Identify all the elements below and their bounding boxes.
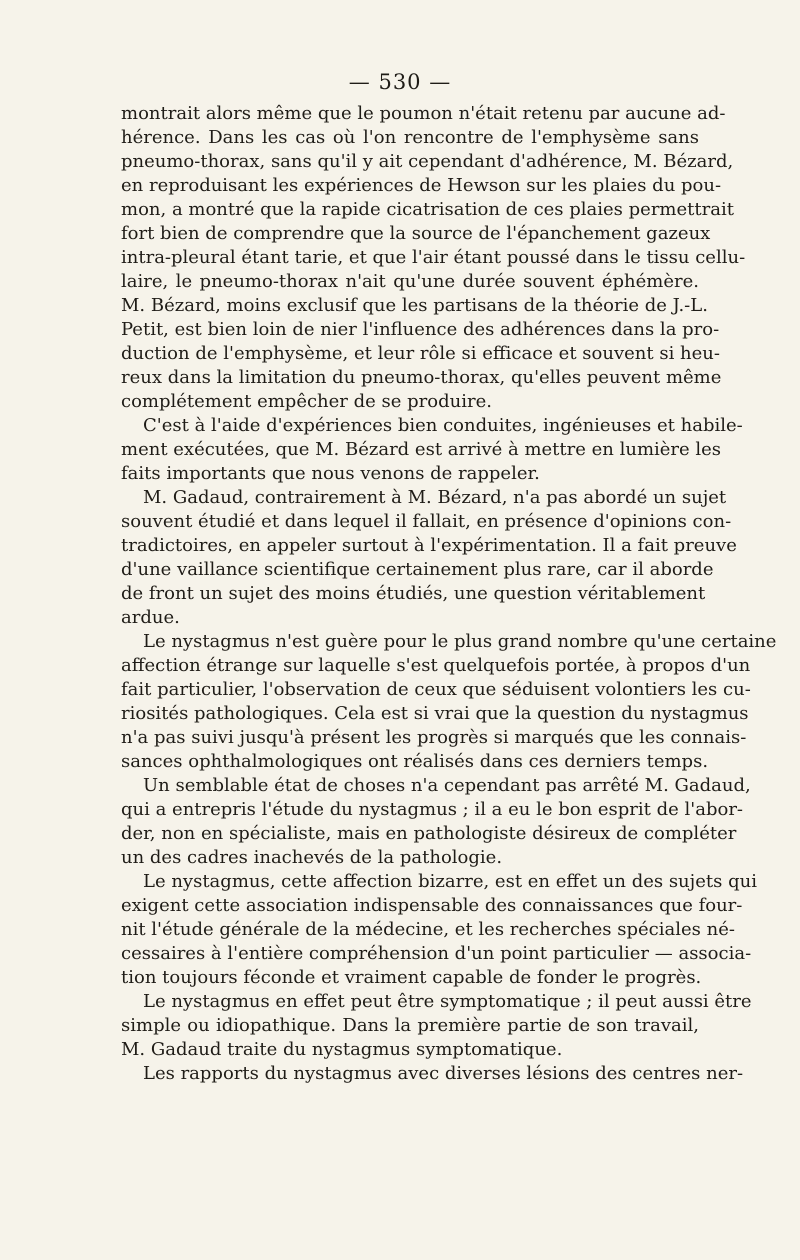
text-line: qui a entrepris l'étude du nystagmus ; il a eu le bon esprit de l'abor- — [121, 799, 744, 820]
text-line: un des cadres inachevés de la pathologie. — [121, 847, 503, 868]
text-line: duction de l'emphysème, et leur rôle si efficace et souvent si heu- — [121, 343, 720, 364]
page-number: — 530 — — [348, 70, 452, 94]
text-line: M. Gadaud traite du nystagmus symptomatique. — [121, 1039, 563, 1060]
text-line: faits importants que nous venons de rappeler. — [121, 463, 540, 484]
paragraph — [121, 1062, 744, 1086]
text-line: de front un sujet des moins étudiés, une question véritablement — [121, 583, 706, 604]
text-line: hérence. Dans les cas où l'on rencontre de l'emphysème sans — [121, 127, 699, 148]
text-line: tion toujours féconde et vraiment capable de fonder le progrès. — [121, 967, 702, 988]
text-line: montrait alors même que le poumon n'était retenu par aucune ad- — [121, 103, 726, 124]
paragraph — [121, 630, 777, 774]
text-line: fait particulier, l'observation de ceux que séduisent volontiers les cu- — [121, 679, 751, 700]
text-line: n'a pas suivi jusqu'à présent les progrès si marqués que les connais- — [121, 727, 747, 748]
text-line: Les rapports du nystagmus avec diverses lésions des centres ner- — [143, 1063, 744, 1084]
text-line: C'est à l'aide d'expériences bien conduites, ingénieuses et habile- — [143, 415, 743, 436]
text-line: intra-pleural étant tarie, et que l'air étant poussé dans le tissu cellu- — [121, 247, 746, 268]
body-text — [121, 102, 777, 1086]
text-line: riosités pathologiques. Cela est si vrai que la question du nystagmus — [121, 703, 749, 724]
text-line: exigent cette association indispensable des connaissances que four- — [121, 895, 743, 916]
text-line: M. Bézard, moins exclusif que les partisans de la théorie de J.-L. — [121, 295, 708, 316]
text-line: simple ou idiopathique. Dans la première partie de son travail, — [121, 1015, 699, 1036]
text-line: Le nystagmus en effet peut être symptomatique ; il peut aussi être — [143, 991, 752, 1012]
text-line: Un semblable état de choses n'a cependant pas arrêté M. Gadaud, — [143, 775, 751, 796]
text-line: tradictoires, en appeler surtout à l'expérimentation. Il a fait preuve — [121, 535, 737, 556]
text-line: reux dans la limitation du pneumo-thorax, qu'elles peuvent même — [121, 367, 722, 388]
text-line: Petit, est bien loin de nier l'influence des adhérences dans la pro- — [121, 319, 720, 340]
text-line: ardue. — [121, 607, 180, 628]
paragraph — [121, 102, 746, 414]
paragraph — [121, 774, 751, 870]
text-line: en reproduisant les expériences de Hewson sur les plaies du pou- — [121, 175, 722, 196]
text-line: affection étrange sur laquelle s'est quelquefois portée, à propos d'un — [121, 655, 751, 676]
text-line: der, non en spécialiste, mais en pathologiste désireux de compléter — [121, 823, 737, 844]
paragraph — [121, 990, 752, 1062]
text-line: souvent étudié et dans lequel il fallait, en présence d'opinions con- — [121, 511, 732, 532]
paragraph — [121, 486, 737, 630]
text-line: Le nystagmus, cette affection bizarre, est en effet un des sujets qui — [143, 871, 757, 892]
paragraph — [121, 870, 757, 990]
text-line: d'une vaillance scientifique certainement plus rare, car il aborde — [121, 559, 714, 580]
text-line: cessaires à l'entière compréhension d'un point particulier — associa- — [121, 943, 752, 964]
text-line: sances ophthalmologiques ont réalisés dans ces derniers temps. — [121, 751, 709, 772]
text-line: nit l'étude générale de la médecine, et les recherches spéciales né- — [121, 919, 735, 940]
text-line: M. Gadaud, contrairement à M. Bézard, n'a pas abordé un sujet — [143, 487, 727, 508]
text-line: pneumo-thorax, sans qu'il y ait cependant d'adhérence, M. Bézard, — [121, 151, 734, 172]
text-line: laire, le pneumo-thorax n'ait qu'une durée souvent éphémère. — [121, 271, 699, 292]
paragraph — [121, 414, 743, 486]
text-line: complétement empêcher de se produire. — [121, 391, 492, 412]
text-line: mon, a montré que la rapide cicatrisation de ces plaies permettrait — [121, 199, 734, 220]
text-line: ment exécutées, que M. Bézard est arrivé à mettre en lumière les — [121, 439, 722, 460]
text-line: fort bien de comprendre que la source de l'épanchement gazeux — [121, 223, 711, 244]
text-line: Le nystagmus n'est guère pour le plus grand nombre qu'une certaine — [143, 631, 777, 652]
